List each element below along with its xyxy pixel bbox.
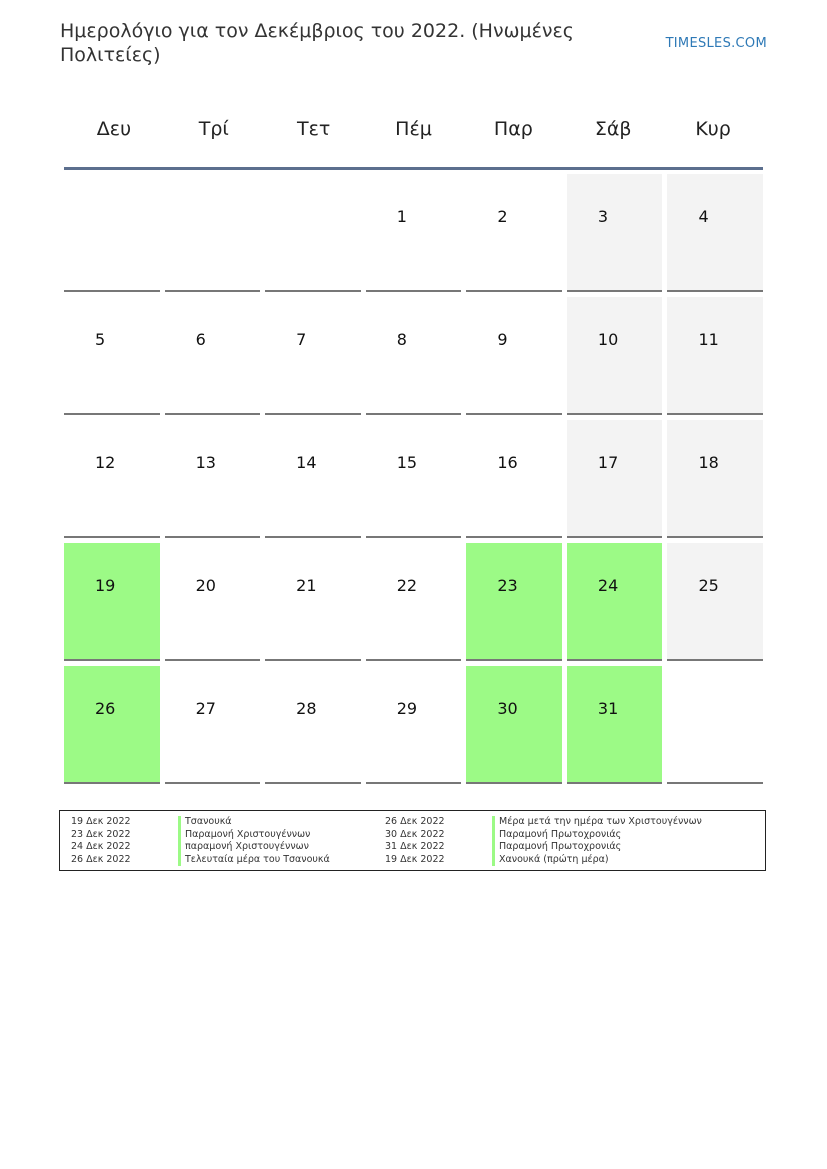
day-number: 6 xyxy=(195,330,206,349)
week-row xyxy=(64,420,763,538)
holiday-name: Τελευταία μέρα του Τσανουκά xyxy=(178,854,385,867)
day-number: 16 xyxy=(497,453,518,472)
calendar-grid xyxy=(64,108,763,789)
holiday-name: Παραμονή Χριστουγέννων xyxy=(178,829,385,842)
day-cell[interactable] xyxy=(366,420,462,538)
day-cell-holiday[interactable] xyxy=(567,543,663,661)
day-number: 31 xyxy=(597,699,619,718)
day-number: 20 xyxy=(195,576,216,595)
day-number: 15 xyxy=(396,453,418,472)
week-row xyxy=(64,174,763,292)
holiday-date: 26 Δεκ 2022 xyxy=(71,853,131,865)
holiday-name: Παραμονή Πρωτοχρονιάς xyxy=(492,841,751,854)
day-number: 2 xyxy=(497,207,508,226)
day-cell[interactable] xyxy=(366,666,462,784)
holiday-date: 30 Δεκ 2022 xyxy=(385,828,445,840)
day-number: 11 xyxy=(698,330,719,349)
holiday-name: Παραμονή Πρωτοχρονιάς xyxy=(492,829,751,842)
weekday-label: Τρί xyxy=(198,118,229,140)
day-number: 25 xyxy=(698,576,719,595)
day-cell[interactable] xyxy=(366,543,462,661)
day-cell[interactable] xyxy=(165,666,261,784)
week-row xyxy=(64,297,763,415)
day-number: 1 xyxy=(396,207,407,226)
day-cell[interactable] xyxy=(265,666,361,784)
day-number: 26 xyxy=(95,699,116,718)
weekday-label: Παρ xyxy=(493,118,533,140)
weekday-label: Κυρ xyxy=(695,118,731,140)
day-cell[interactable] xyxy=(165,297,261,415)
day-cell-holiday[interactable] xyxy=(466,543,562,661)
day-cell-holiday[interactable] xyxy=(466,666,562,784)
day-cell xyxy=(667,666,763,784)
weekday-label: Τετ xyxy=(296,118,331,140)
holiday-name: Τσανουκά xyxy=(178,816,385,829)
day-cell[interactable] xyxy=(64,420,160,538)
day-number: 3 xyxy=(597,207,609,226)
day-cell[interactable] xyxy=(667,174,763,292)
brand-link[interactable]: TIMESLES.COM xyxy=(665,36,767,51)
day-number: 17 xyxy=(597,453,619,472)
holiday-date: 24 Δεκ 2022 xyxy=(71,841,131,852)
day-number: 9 xyxy=(497,330,508,349)
weekday-label: Πέμ xyxy=(395,118,432,140)
day-number: 19 xyxy=(95,576,116,595)
day-number: 30 xyxy=(497,699,518,718)
day-cell-holiday[interactable] xyxy=(64,543,160,661)
day-cell[interactable] xyxy=(667,420,763,538)
day-cell[interactable] xyxy=(64,297,160,415)
week-row xyxy=(64,666,763,784)
day-number: 24 xyxy=(597,576,619,595)
holiday-name: παραμονή Χριστουγέννων xyxy=(178,841,385,854)
day-number: 29 xyxy=(396,699,418,718)
day-number: 12 xyxy=(95,453,116,472)
holiday-name: Μέρα μετά την ημέρα των Χριστουγέννων xyxy=(492,816,751,829)
day-cell[interactable] xyxy=(165,420,261,538)
week-row xyxy=(64,543,763,661)
day-cell[interactable] xyxy=(165,543,261,661)
day-cell[interactable] xyxy=(366,297,462,415)
day-cell[interactable] xyxy=(466,420,562,538)
day-cell-holiday[interactable] xyxy=(64,666,160,784)
day-cell xyxy=(165,174,261,292)
day-cell[interactable] xyxy=(466,297,562,415)
holiday-name: Χανουκά (πρώτη μέρα) xyxy=(492,854,751,867)
holiday-legend xyxy=(59,810,766,871)
day-cell[interactable] xyxy=(265,297,361,415)
holiday-date: 26 Δεκ 2022 xyxy=(385,816,445,827)
day-cell[interactable] xyxy=(667,543,763,661)
day-number: 8 xyxy=(396,330,407,349)
day-number: 22 xyxy=(396,576,418,595)
weekday-header xyxy=(64,108,763,170)
day-number: 5 xyxy=(95,330,106,349)
day-number: 27 xyxy=(195,699,216,718)
day-number: 7 xyxy=(296,330,307,349)
day-cell[interactable] xyxy=(265,420,361,538)
holiday-date: 31 Δεκ 2022 xyxy=(385,841,445,852)
day-number: 10 xyxy=(597,330,619,349)
day-cell[interactable] xyxy=(567,174,663,292)
day-cell[interactable] xyxy=(466,174,562,292)
page-title: Ημερολόγιο για τον Δεκέμβριος του 2022. (Ηνωμένες Πολιτείες) xyxy=(60,20,574,66)
day-number: 14 xyxy=(296,453,317,472)
day-number: 13 xyxy=(195,453,216,472)
day-number: 18 xyxy=(698,453,719,472)
day-number: 23 xyxy=(497,576,518,595)
day-cell xyxy=(265,174,361,292)
day-cell[interactable] xyxy=(567,420,663,538)
day-cell[interactable] xyxy=(265,543,361,661)
day-number: 28 xyxy=(296,699,317,718)
weekday-label: Σάβ xyxy=(594,118,632,140)
holiday-date: 19 Δεκ 2022 xyxy=(385,853,445,865)
weekday-label: Δευ xyxy=(96,118,132,140)
holiday-date: 19 Δεκ 2022 xyxy=(71,816,131,827)
day-cell[interactable] xyxy=(567,297,663,415)
day-cell[interactable] xyxy=(366,174,462,292)
holiday-date: 23 Δεκ 2022 xyxy=(71,828,131,840)
day-number: 21 xyxy=(296,576,317,595)
day-cell[interactable] xyxy=(667,297,763,415)
weeks-container xyxy=(64,174,763,784)
day-number: 4 xyxy=(698,207,709,226)
day-cell xyxy=(64,174,160,292)
day-cell-holiday[interactable] xyxy=(567,666,663,784)
